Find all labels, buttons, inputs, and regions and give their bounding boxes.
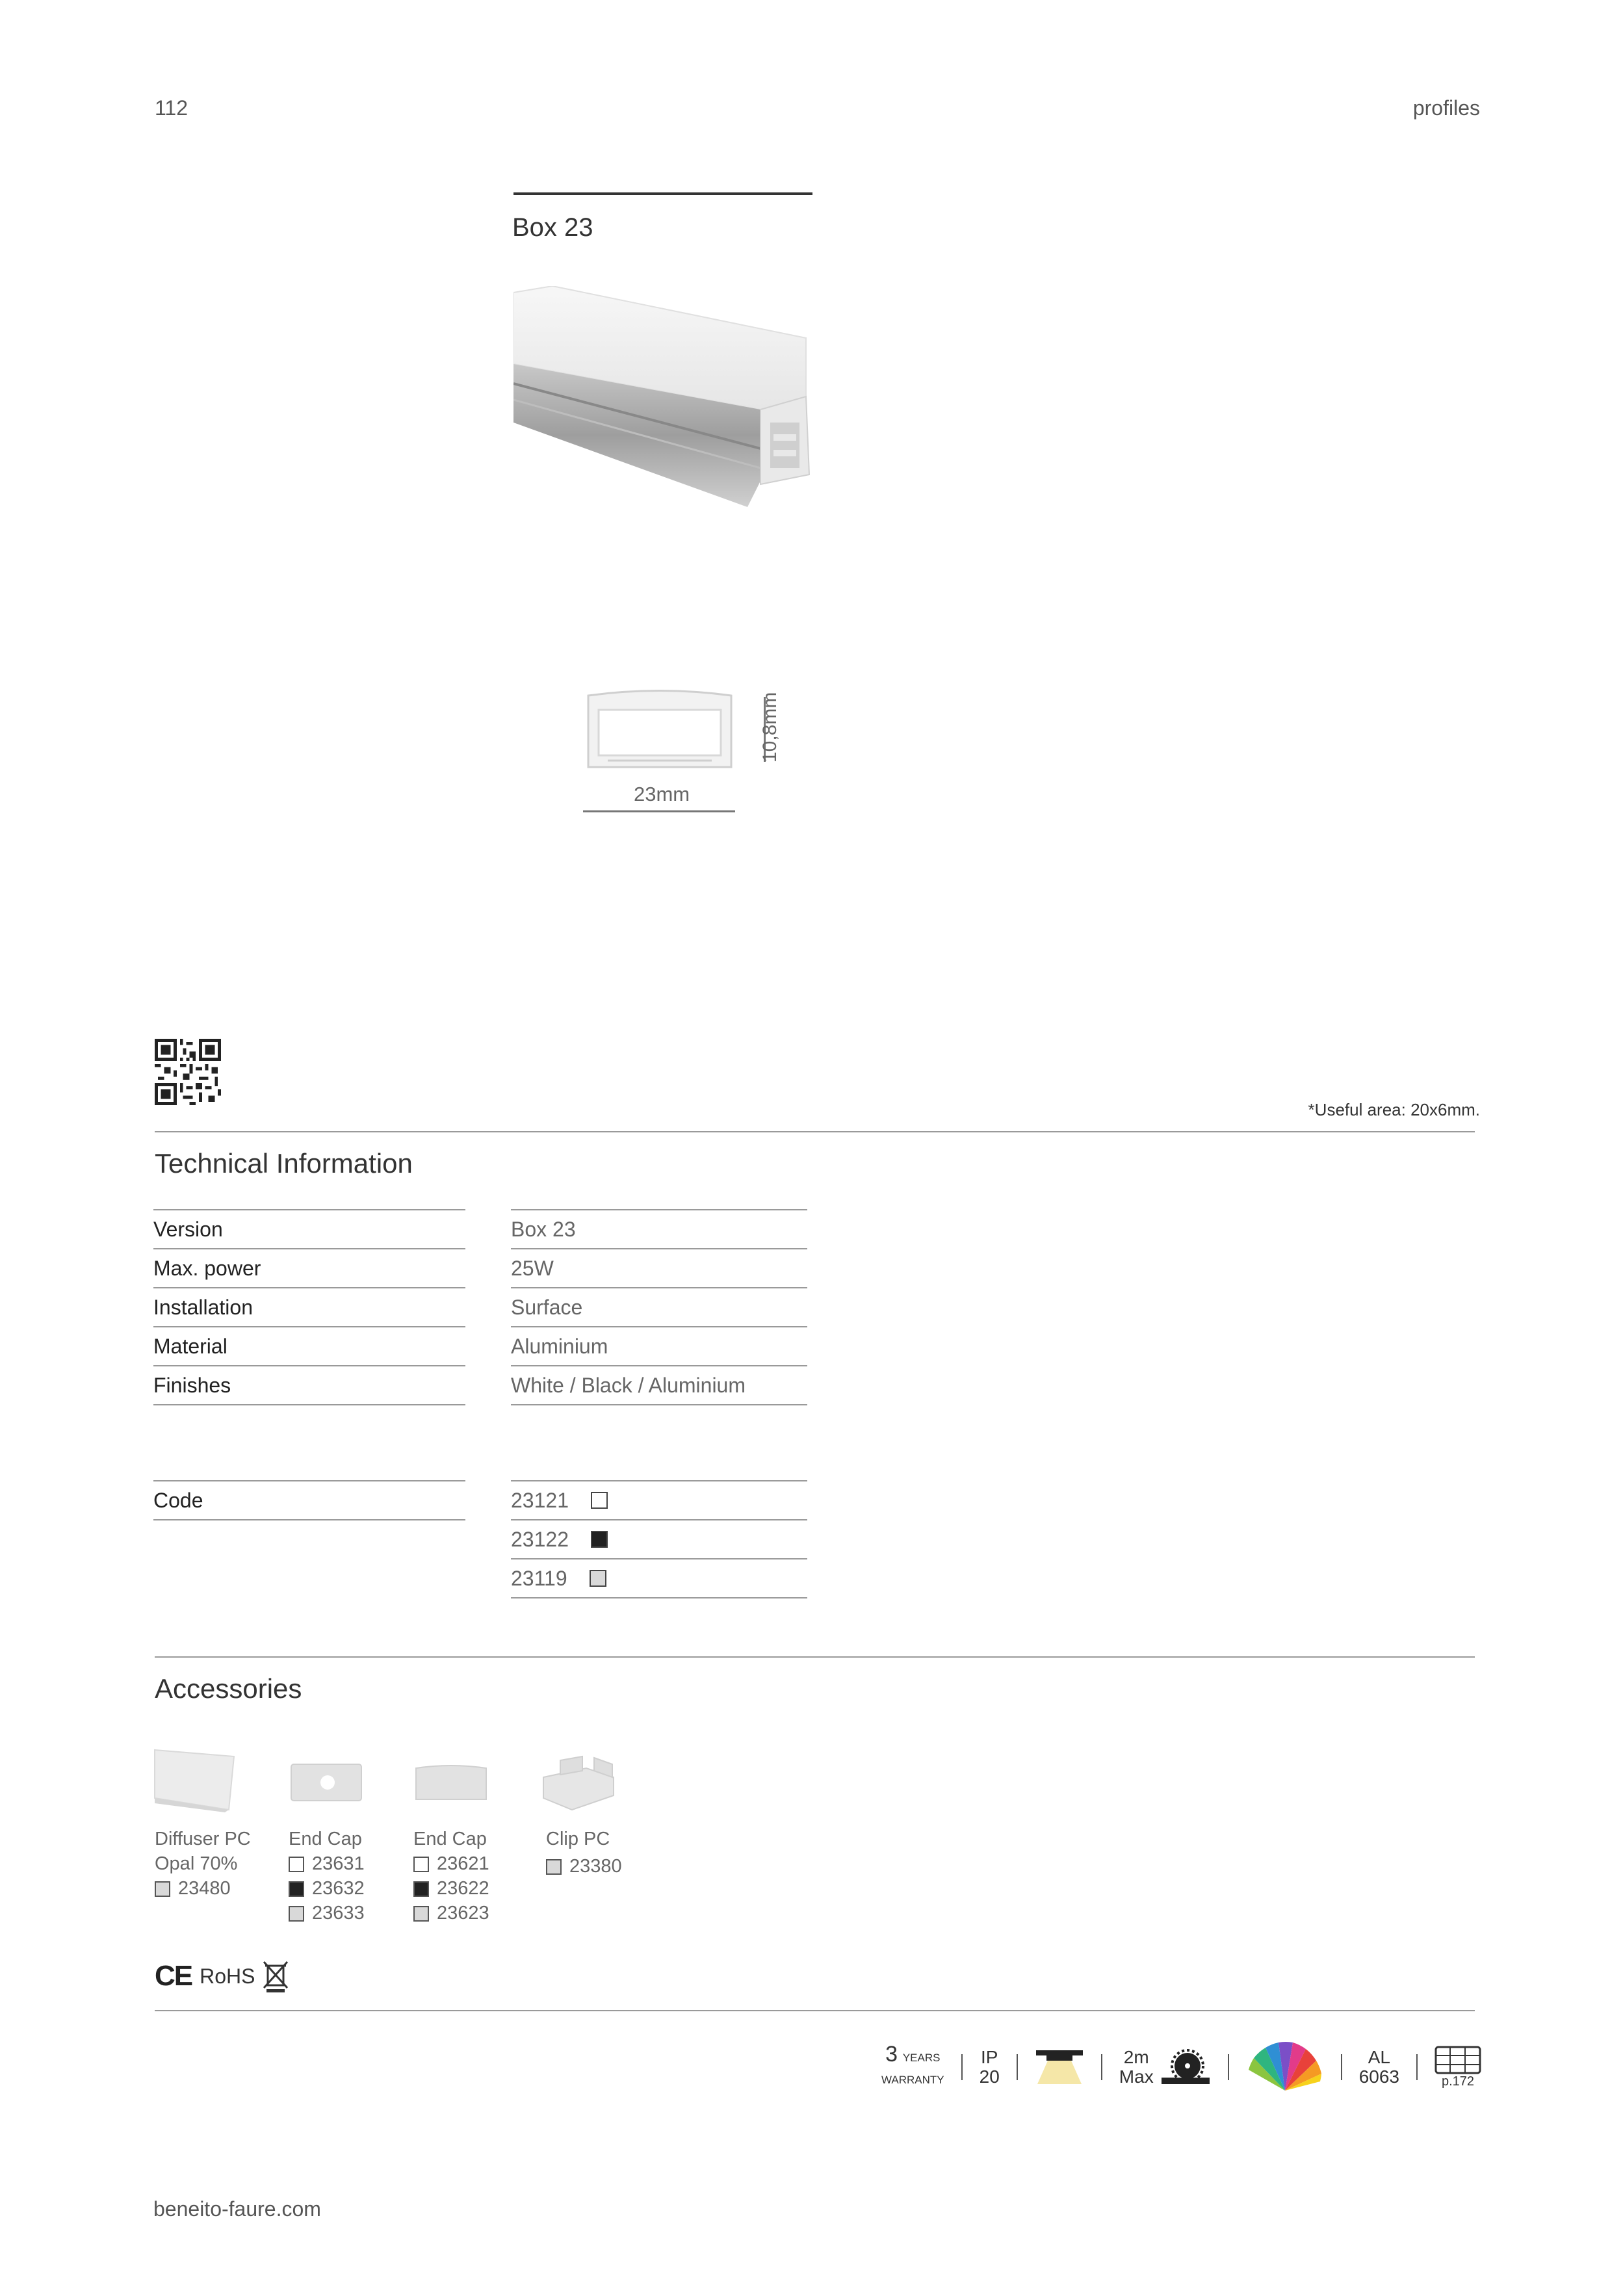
product-title: Box 23 bbox=[512, 213, 593, 242]
grid-icon bbox=[1435, 2046, 1481, 2074]
tech-row-value: Aluminium bbox=[511, 1326, 807, 1365]
separator bbox=[1017, 2054, 1018, 2080]
section-rule-features bbox=[155, 2010, 1475, 2011]
tech-values-column bbox=[511, 1209, 807, 1405]
tech-row-value: 25W bbox=[511, 1248, 807, 1287]
tech-row-label: Material bbox=[153, 1326, 465, 1365]
section-name: profiles bbox=[1412, 96, 1480, 120]
warranty-years: YEARS bbox=[902, 2052, 941, 2064]
accessory-code: 23380 bbox=[569, 1856, 622, 1877]
tech-row-value: White / Black / Aluminium bbox=[511, 1365, 807, 1405]
white-swatch bbox=[289, 1857, 304, 1872]
height-dimension-label: 10,8mm bbox=[759, 692, 781, 763]
weee-bin-icon bbox=[261, 1959, 290, 1993]
accessory-name: End Cap bbox=[413, 1829, 487, 1849]
code-value: 23121 bbox=[511, 1488, 569, 1512]
separator bbox=[1341, 2054, 1342, 2080]
max-length-label: Max bbox=[1119, 2067, 1154, 2087]
max-length-value: 2m bbox=[1123, 2047, 1149, 2067]
alloy-value: 6063 bbox=[1358, 2067, 1399, 2087]
code-row bbox=[511, 1558, 807, 1598]
accessory-code: 23623 bbox=[437, 1903, 489, 1924]
finish-aluminium-swatch bbox=[590, 1570, 606, 1587]
code-row bbox=[511, 1519, 807, 1558]
separator bbox=[961, 2054, 963, 2080]
aluminium-swatch bbox=[289, 1906, 304, 1922]
tech-row-label: Finishes bbox=[153, 1365, 465, 1405]
finish-black-swatch bbox=[591, 1531, 608, 1548]
accessory-code-row bbox=[155, 1876, 251, 1901]
ip-rating-icon bbox=[980, 2048, 1000, 2087]
accessory-name: Clip PC bbox=[546, 1829, 610, 1849]
tech-row-value: Box 23 bbox=[511, 1209, 807, 1248]
warranty-number: 3 bbox=[885, 2042, 898, 2067]
accessory-code-row bbox=[413, 1851, 489, 1876]
accessory-name: Diffuser PC bbox=[155, 1829, 251, 1849]
accessory-code-row bbox=[546, 1854, 622, 1879]
tech-row-value: Surface bbox=[511, 1287, 807, 1326]
ip-label: IP bbox=[980, 2047, 998, 2067]
code-label-column bbox=[153, 1480, 465, 1520]
white-swatch bbox=[413, 1857, 429, 1872]
accessory-name-line2: Opal 70% bbox=[155, 1853, 238, 1874]
page-reference-icon[interactable] bbox=[1435, 2046, 1481, 2089]
surface-light-icon bbox=[1035, 2049, 1084, 2085]
accessory-code: 23621 bbox=[437, 1853, 489, 1874]
tech-labels-column bbox=[153, 1209, 465, 1405]
accessory-diffuser bbox=[155, 1827, 251, 1901]
warranty-icon bbox=[881, 2044, 944, 2090]
accessory-code-row bbox=[289, 1851, 365, 1876]
separator bbox=[1101, 2054, 1102, 2080]
end-cap-image bbox=[413, 1763, 489, 1803]
title-rule bbox=[513, 192, 812, 195]
black-swatch bbox=[289, 1881, 304, 1897]
black-swatch bbox=[413, 1881, 429, 1897]
aluminium-swatch bbox=[413, 1906, 429, 1922]
tech-row-label: Installation bbox=[153, 1287, 465, 1326]
end-cap-with-hole-image bbox=[289, 1762, 364, 1805]
tech-row-label: Max. power bbox=[153, 1248, 465, 1287]
certifications bbox=[155, 1959, 290, 1993]
aluminium-swatch bbox=[546, 1859, 562, 1875]
color-palette-icon bbox=[1246, 2041, 1324, 2093]
accessory-code-row bbox=[289, 1876, 365, 1901]
accessory-end-cap-2 bbox=[413, 1827, 489, 1925]
qr-code-image[interactable] bbox=[155, 1039, 221, 1105]
alloy-icon bbox=[1359, 2048, 1399, 2087]
accessory-code-row bbox=[413, 1901, 489, 1925]
code-values-column bbox=[511, 1480, 807, 1598]
accessory-code: 23480 bbox=[178, 1878, 231, 1899]
ce-mark-icon: CE bbox=[155, 1960, 192, 1992]
page-number: 112 bbox=[155, 96, 188, 120]
clip-image bbox=[541, 1755, 617, 1814]
saw-cut-icon bbox=[1159, 2048, 1211, 2087]
technical-information-title: Technical Information bbox=[155, 1148, 413, 1179]
page-reference-label: p.172 bbox=[1441, 2074, 1475, 2089]
code-value: 23122 bbox=[511, 1527, 569, 1551]
accessory-code-row bbox=[289, 1901, 365, 1925]
tech-row-label: Version bbox=[153, 1209, 465, 1248]
aluminium-swatch bbox=[155, 1881, 170, 1897]
max-length-icon bbox=[1119, 2048, 1154, 2087]
accessory-clip bbox=[546, 1827, 622, 1879]
rohs-label: RoHS bbox=[200, 1964, 255, 1988]
accessories-title: Accessories bbox=[155, 1673, 302, 1704]
useful-area-note: *Useful area: 20x6mm. bbox=[1308, 1100, 1480, 1119]
ip-value: 20 bbox=[979, 2067, 1000, 2087]
accessory-code-row bbox=[413, 1876, 489, 1901]
accessory-code: 23633 bbox=[312, 1903, 365, 1924]
profile-render-image bbox=[513, 286, 819, 514]
width-dimension-label: 23mm bbox=[634, 783, 690, 805]
section-rule-accessories bbox=[155, 1656, 1475, 1658]
feature-icons-bar bbox=[881, 2035, 1481, 2100]
separator bbox=[1228, 2054, 1229, 2080]
section-rule-technical bbox=[155, 1131, 1475, 1132]
alloy-label: AL bbox=[1368, 2047, 1390, 2067]
code-row bbox=[511, 1480, 807, 1519]
code-label: Code bbox=[153, 1480, 465, 1520]
accessory-name: End Cap bbox=[289, 1829, 362, 1849]
accessory-code: 23631 bbox=[312, 1853, 365, 1874]
finish-white-swatch bbox=[591, 1492, 608, 1509]
code-value: 23119 bbox=[511, 1566, 567, 1590]
website-link[interactable]: beneito-faure.com bbox=[153, 2197, 321, 2221]
separator bbox=[1416, 2054, 1418, 2080]
accessory-end-cap-1 bbox=[289, 1827, 365, 1925]
diffuser-image bbox=[153, 1749, 237, 1814]
accessory-code: 23632 bbox=[312, 1878, 365, 1899]
warranty-word: WARRANTY bbox=[881, 2074, 944, 2086]
accessory-code: 23622 bbox=[437, 1878, 489, 1899]
